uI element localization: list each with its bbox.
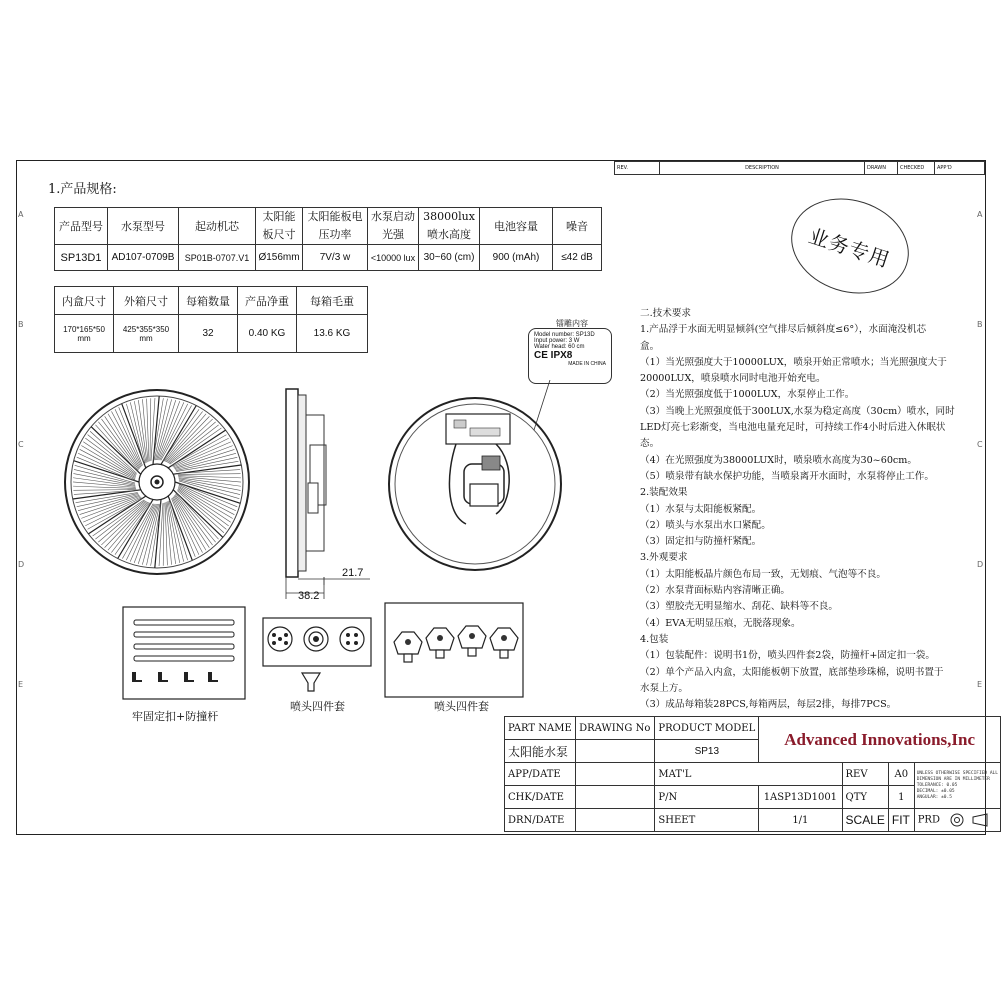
dimension-width: 38.2 bbox=[298, 590, 320, 602]
spec-header: 38000lux喷水高度 bbox=[419, 208, 480, 245]
spec-header: 电池容量 bbox=[480, 208, 553, 245]
packing-value: 170*165*50 mm bbox=[55, 315, 114, 353]
row-marker: D bbox=[977, 560, 984, 569]
packing-value: 32 bbox=[179, 315, 238, 353]
row-marker: C bbox=[18, 440, 24, 449]
panel-cell-line bbox=[178, 474, 241, 475]
req-line: （2）喷头与水泵出水口紧配。 bbox=[640, 519, 771, 531]
req-line: 水泵上方。 bbox=[640, 682, 688, 694]
packing-value: 425*355*350 mm bbox=[114, 315, 179, 353]
spec-header: 产品型号 bbox=[55, 208, 108, 245]
row-marker: A bbox=[18, 210, 24, 219]
req-line: 4.包装 bbox=[640, 633, 669, 645]
panel-cell-line bbox=[178, 490, 227, 530]
note-line: UNLESS OTHERWISE SPECIFIED ALL bbox=[916, 770, 998, 776]
panel-cell-line bbox=[163, 503, 164, 566]
row-marker: A bbox=[977, 210, 983, 219]
spec-value: SP13D1 bbox=[55, 245, 108, 271]
req-line: （2）当光照强度低于1000LUX，水泵停止工作。 bbox=[640, 389, 855, 401]
tolerance-notes bbox=[914, 763, 1000, 809]
row-marker: E bbox=[977, 680, 983, 689]
title-block bbox=[504, 716, 1001, 832]
spec-header: 水泵型号 bbox=[108, 208, 179, 245]
req-line: （1）水泵与太阳能板紧配。 bbox=[640, 503, 762, 515]
panel-cell-line bbox=[170, 428, 222, 464]
projection-symbol-icon bbox=[949, 813, 993, 827]
caption-nozzle-set-1: 喷头四件套 bbox=[290, 700, 345, 713]
req-line: （3）当晚上光照强度低于300LUX,水泵为稳定高度（30cm）喷水，同时 bbox=[640, 405, 955, 417]
qty-value: 1 bbox=[888, 786, 914, 809]
packing-header: 外箱尺寸 bbox=[114, 287, 179, 315]
panel-cell-line bbox=[150, 398, 151, 461]
row-marker: E bbox=[18, 680, 24, 689]
spec-header: 噪音 bbox=[553, 208, 602, 245]
rev-label: REV bbox=[842, 763, 888, 786]
spec-table-main bbox=[54, 207, 602, 271]
req-line: （4）EVA无明显压痕，无脱落现象。 bbox=[640, 617, 801, 629]
req-line: 1.产品浮于水面无明显倾斜(空气排尽后倾斜度≤6°），水面淹没机芯 bbox=[640, 324, 927, 336]
row-markers-left bbox=[16, 200, 26, 820]
chk-date-label: CHK/DATE bbox=[505, 786, 576, 809]
checked-header: CHECKED bbox=[898, 162, 935, 175]
pump-side-view bbox=[280, 385, 380, 605]
accessory-clips-rods bbox=[122, 606, 246, 700]
appd-header: APP'D bbox=[935, 162, 985, 175]
drawing-no-value bbox=[576, 740, 655, 763]
req-line: 盒。 bbox=[640, 340, 660, 352]
spec-table-packing bbox=[54, 286, 368, 353]
rev-value: A0 bbox=[888, 763, 914, 786]
product-model-label: PRODUCT MODEL bbox=[655, 717, 759, 740]
technical-requirements bbox=[640, 306, 983, 713]
packing-header: 每箱数量 bbox=[179, 287, 238, 315]
drawn-header: DRAWN bbox=[865, 162, 898, 175]
label-model: Model number: SP13D bbox=[534, 332, 595, 338]
req-line: 20000LUX，喷泉喷水同时电池开始充电。 bbox=[640, 373, 826, 385]
note-line: DIMENSION ARE IN MILLIMETER bbox=[916, 776, 990, 782]
company-text: Advanced Innovations,Inc bbox=[784, 729, 976, 749]
req-line: （3）塑胶壳无明显缩水、刮花、缺料等不良。 bbox=[640, 601, 838, 613]
product-model-value: SP13 bbox=[655, 740, 759, 763]
part-name-value: 太阳能水泵 bbox=[505, 740, 576, 763]
dimension-depth: 21.7 bbox=[342, 567, 364, 579]
spec-value: Ø156mm bbox=[256, 245, 303, 271]
req-line: （1）包装配件：说明书1份，喷头四件套2袋，防撞杆+固定扣一袋。 bbox=[640, 650, 935, 662]
req-line: （1）太阳能板晶片颜色布局一致，无划痕、气泡等不良。 bbox=[640, 568, 886, 580]
spec-value: 30~60 (cm) bbox=[419, 245, 480, 271]
packing-header: 每箱毛重 bbox=[297, 287, 368, 315]
panel-cell-line bbox=[88, 435, 137, 475]
drawing-no-label: DRAWING No bbox=[576, 717, 655, 740]
scale-value: FIT bbox=[888, 809, 914, 832]
app-date-value bbox=[576, 763, 655, 786]
revision-table bbox=[614, 161, 985, 175]
note-line: DECIMAL: ±0.05 bbox=[916, 788, 955, 794]
req-line: （1）当光照强度大于10000LUX，喷泉开始正常喷水；当光照强度大于 bbox=[640, 356, 947, 368]
row-marker: B bbox=[18, 320, 24, 329]
spec-value: 900 (mAh) bbox=[480, 245, 553, 271]
drn-date-label: DRN/DATE bbox=[505, 809, 576, 832]
sheet-value: 1/1 bbox=[759, 809, 842, 832]
accessory-nozzle-set-top bbox=[262, 617, 372, 697]
row-marker: C bbox=[977, 440, 983, 449]
req-line: 态。 bbox=[640, 438, 660, 450]
note-line: ANGULAR: ±0.5 bbox=[916, 794, 952, 800]
rev-header: REV. bbox=[615, 162, 660, 175]
panel-cell-line bbox=[73, 490, 136, 491]
sheet-label: SHEET bbox=[655, 809, 759, 832]
req-line: （2）水泵背面标贴内容清晰正确。 bbox=[640, 585, 791, 597]
panel-cell-line bbox=[126, 404, 144, 464]
caption-nozzle-set-2: 喷头四件套 bbox=[434, 700, 489, 713]
spec-section-title: 1.产品规格: bbox=[48, 182, 117, 197]
panel-cell-line bbox=[170, 500, 188, 560]
scale-label: SCALE bbox=[842, 809, 888, 832]
pn-value: 1ASP13D1001 bbox=[759, 786, 842, 809]
note-line: TOLERANCE: 0.05 bbox=[916, 782, 958, 788]
spec-value: 7V/3 w bbox=[303, 245, 368, 271]
solar-panel-top-view bbox=[62, 387, 252, 577]
req-line: （4）在光照强度为38000LUX时，喷泉喷水高度为30~60cm。 bbox=[640, 454, 917, 466]
spec-value: SP01B-0707.V1 bbox=[179, 245, 256, 271]
req-line: （2）单个产品入内盒，太阳能板朝下放置，底部垫珍珠棉，说明书置于 bbox=[640, 666, 944, 678]
label-title: 镭雕内容 bbox=[556, 319, 588, 328]
row-marker: B bbox=[977, 320, 983, 329]
app-date-label: APP/DATE bbox=[505, 763, 576, 786]
matl-label: MAT'L bbox=[655, 763, 842, 786]
spec-header: 起动机芯 bbox=[179, 208, 256, 245]
req-line: 3.外观要求 bbox=[640, 552, 688, 564]
chk-date-value bbox=[576, 786, 655, 809]
spec-header: 太阳能板电压功率 bbox=[303, 208, 368, 245]
req-line: LED灯亮七彩渐变，当电池电量充足时，可持续工作4小时后进入休眠状 bbox=[640, 422, 946, 434]
req-line: （3）成品每箱装28PCS,每箱两层，每层2排，每排7PCS。 bbox=[640, 699, 897, 711]
label-head: Water head: 60 cm bbox=[534, 344, 585, 350]
part-name-label: PART NAME bbox=[505, 717, 576, 740]
req-line: （3）固定扣与防撞杆紧配。 bbox=[640, 536, 762, 548]
label-power: Input power: 3 W bbox=[534, 338, 580, 344]
panel-cell-line bbox=[93, 500, 145, 536]
description-header: DESCRIPTION bbox=[660, 162, 865, 175]
panel-cell-line bbox=[177, 470, 240, 474]
panel-cell-line bbox=[74, 491, 137, 495]
packing-value: 0.40 KG bbox=[238, 315, 297, 353]
company-name bbox=[759, 717, 1001, 763]
caption-clips-rods: 牢固定扣+防撞杆 bbox=[132, 710, 219, 723]
product-label bbox=[528, 328, 612, 384]
accessory-nozzle-set-3d bbox=[384, 602, 524, 700]
pn-label: P/N bbox=[655, 786, 759, 809]
drn-date-value bbox=[576, 809, 655, 832]
spec-header: 太阳能板尺寸 bbox=[256, 208, 303, 245]
projection-cell bbox=[914, 809, 1000, 832]
spec-value: ≤42 dB bbox=[553, 245, 602, 271]
packing-value: 13.6 KG bbox=[297, 315, 368, 353]
req-line: 2.装配效果 bbox=[640, 487, 688, 499]
packing-header: 内盒尺寸 bbox=[55, 287, 114, 315]
spec-value: <10000 lux bbox=[368, 245, 419, 271]
label-marks: CE IPX8 bbox=[534, 350, 573, 361]
label-leader-line bbox=[530, 380, 570, 440]
row-marker: D bbox=[18, 560, 25, 569]
req-line: 二.技术要求 bbox=[640, 308, 692, 319]
business-use-stamp: 业务专用 bbox=[779, 184, 922, 309]
packing-header: 产品净重 bbox=[238, 287, 297, 315]
spec-value: AD107-0709B bbox=[108, 245, 179, 271]
req-line: （5）喷泉带有缺水保护功能，当喷泉离开水面时，水泵将停止工作。 bbox=[640, 470, 934, 482]
spec-header: 水泵启动光强 bbox=[368, 208, 419, 245]
qty-label: QTY bbox=[842, 786, 888, 809]
label-origin: MADE IN CHINA bbox=[568, 361, 606, 367]
prd-label: PRD bbox=[917, 814, 940, 826]
